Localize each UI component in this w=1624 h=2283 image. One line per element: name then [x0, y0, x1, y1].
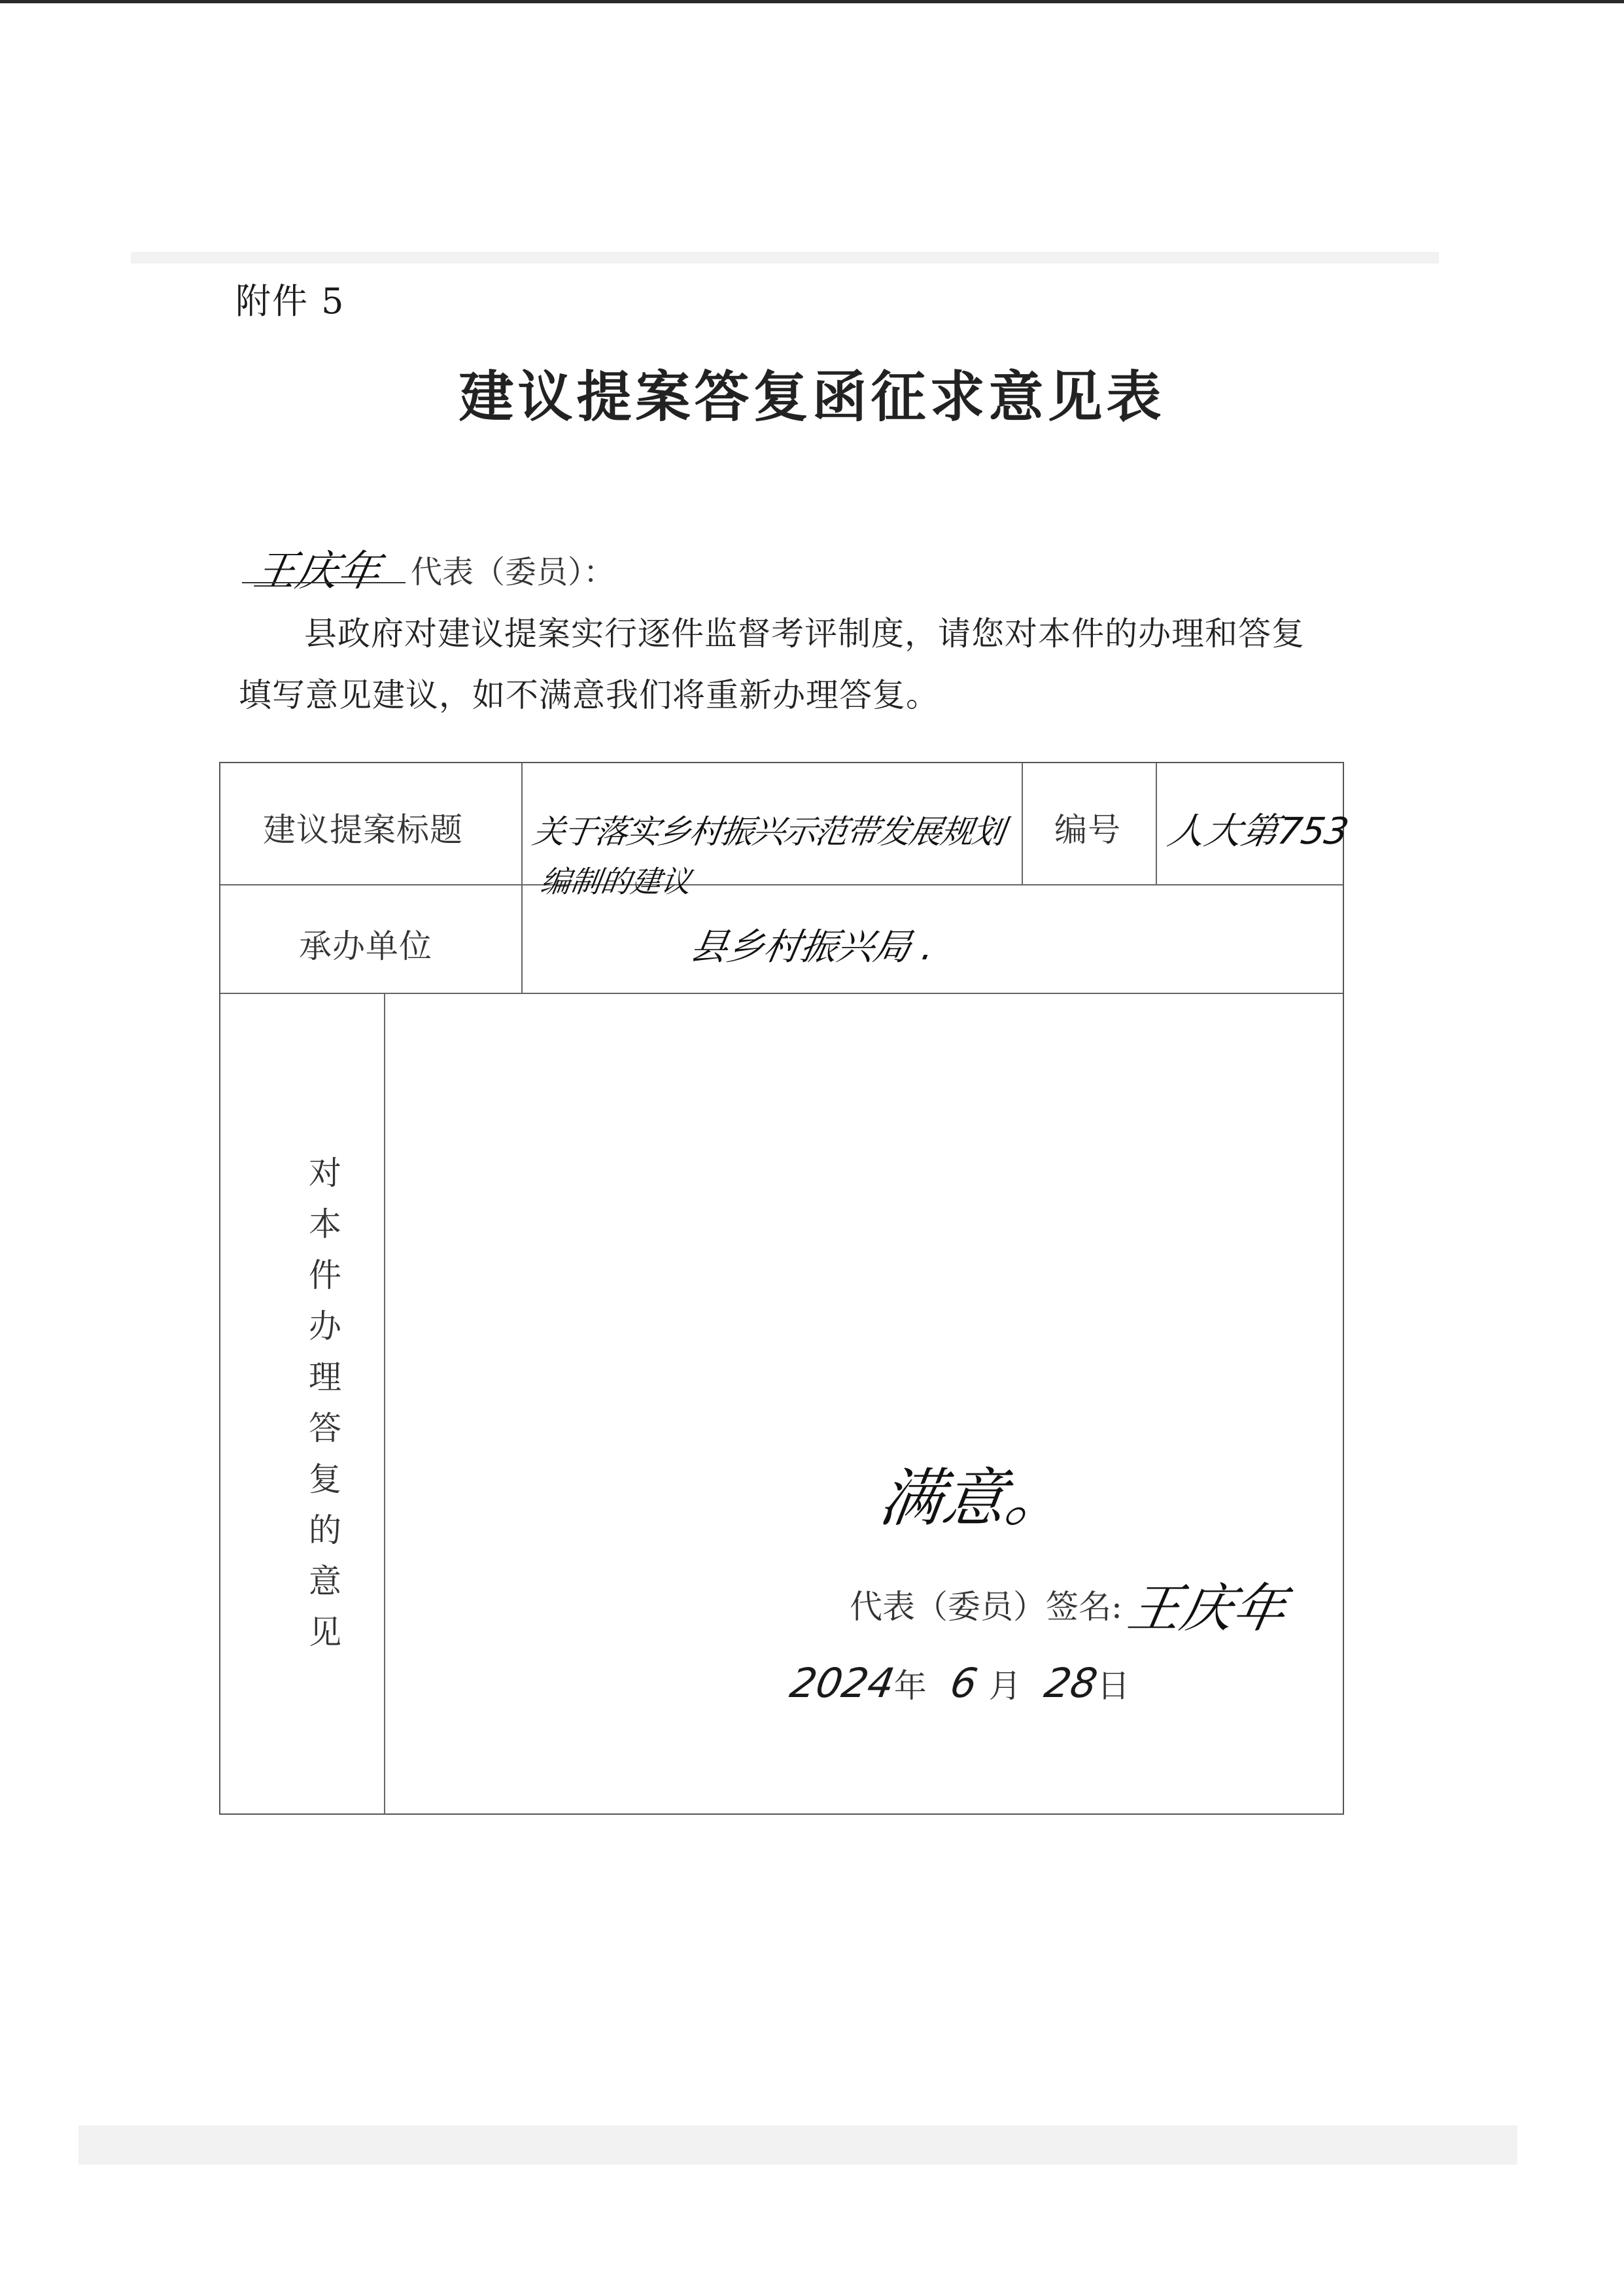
proposal-title-line2: 编制的建议 [538, 864, 694, 899]
date-month-unit: 月 [988, 1667, 1022, 1705]
row-divider-2 [220, 993, 1343, 994]
row-divider-1 [220, 884, 1343, 885]
col-divider-1 [521, 763, 523, 993]
scan-edge [0, 0, 1624, 3]
opinion-handwritten: 满意。 [875, 1462, 1074, 1535]
number-label: 编号 [1054, 811, 1121, 849]
representative-line [250, 538, 674, 596]
representative-suffix: 代表（委员）： [411, 554, 615, 591]
name-underline [242, 582, 406, 583]
col-divider-2 [1022, 763, 1023, 884]
date-year-unit: 年 [893, 1667, 927, 1705]
unit-label: 承办单位 [299, 927, 432, 965]
proposal-number: 人大第753 [1164, 810, 1352, 853]
scan-noise-bottom [78, 2125, 1517, 2165]
opinion-label-vertical: 对 本 件 办 理 答 复 的 意 见 [309, 1154, 341, 1651]
opinion-form-table [219, 762, 1352, 1815]
date-year: 2024 [786, 1659, 899, 1707]
document-title: 建议提案答复函征求意见表 [458, 364, 1166, 429]
date-row [786, 1659, 1130, 1707]
intro-paragraph: 县政府对建议提案实行逐件监督考评制度，请您对本件的办理和答复填写意见建议，如不满意我们将重新办理答复。 [239, 615, 1305, 714]
date-day-unit: 日 [1097, 1667, 1130, 1705]
date-day: 28 [1041, 1659, 1101, 1707]
title-label: 建议提案标题 [263, 811, 463, 849]
signature-handwritten: 王庆年 [1123, 1578, 1291, 1639]
col-divider-3 [1156, 763, 1157, 884]
signature-label: 代表（委员）签名: [850, 1588, 1122, 1626]
representative-name-handwritten: 王庆年 [250, 547, 385, 596]
attachment-label: 附件 5 [235, 281, 345, 322]
handling-unit: 县乡村振兴局 . [687, 926, 938, 969]
proposal-title-line1: 关于落实乡村振兴示范带发展规划 [530, 813, 1007, 851]
col-divider-opinion [384, 993, 385, 1813]
scan-noise-top [131, 252, 1439, 264]
date-month: 6 [946, 1659, 981, 1707]
